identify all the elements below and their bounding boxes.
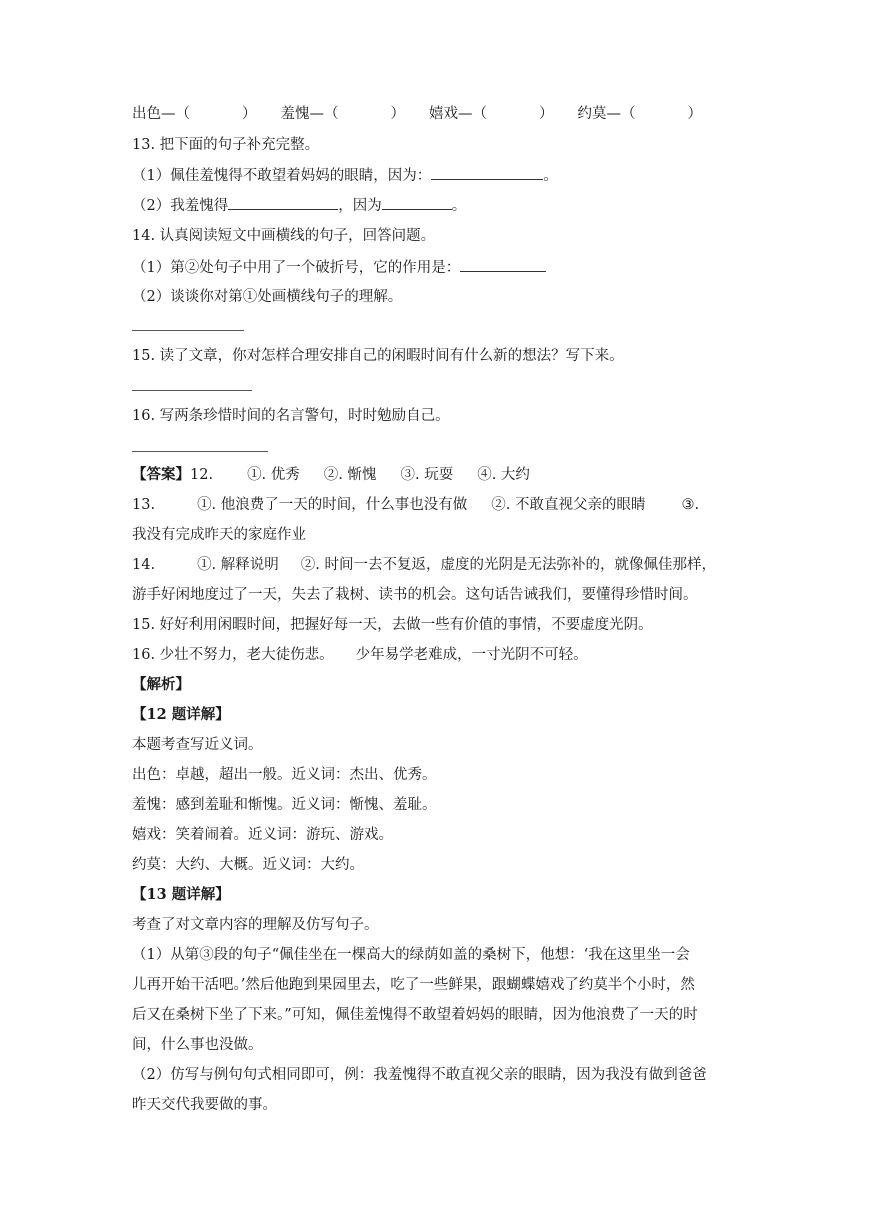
d12-line-4: 约莫：大约、大概。近义词：大约。 [132,857,364,873]
q12-synonym-row: 出色—（ ） 羞愧—（ ） 嬉戏—（ ） 约莫—（ ） [132,106,702,122]
d13-para2-line-1: （2）仿写与例句句式相同即可，例：我羞愧得不敢直视父亲的眼睛，因为我没有做到爸爸 [132,1067,707,1083]
q12-item-2: 羞愧—（ [280,106,339,122]
q14-sentence-1: （1）第②处句子中用了一个破折号，它的作用是： [132,257,546,278]
answer-15: 15. 好好利用闲暇时间，把握好每一天，去做一些有价值的事情，不要虚度光阴。 [132,617,653,633]
q13-blank-3 [382,195,452,210]
d13-para1-line-3: 后又在桑树下坐了下来。”可知，佩佳羞愧得不敢望着妈妈的眼睛，因为他浪费了一天的时 [132,1007,698,1023]
q14-title: 14. 认真阅读短文中画横线的句子，回答问题。 [132,228,436,244]
q13-blank-1 [431,165,543,180]
q12-item-4: 约莫—（ [577,106,636,122]
d13-para1-line-2: 儿再开始干活吧。’然后他跑到果园里去，吃了一些鲜果，跟蝴蝶嬉戏了约莫半个小时，然 [132,977,695,993]
d12-line-2: 羞愧：感到羞耻和惭愧。近义词：惭愧、羞耻。 [132,797,437,813]
q14-answer-line [132,330,244,331]
d13-heading: 【13 题详解】 [132,886,230,903]
answer-12: 【答案】12. ①. 优秀 ②. 惭愧 ③. 玩耍 ④. 大约 [132,466,530,483]
q12-item-1: 出色—（ [132,106,190,122]
d12-line-1: 出色：卓越，超出一般。近义词：杰出、优秀。 [132,767,437,783]
q15-answer-line [132,390,252,391]
q13-sentence-2: （2）我羞愧得 ，因为 。 [132,195,466,216]
d13-para1-line-4: 间，什么事也没做。 [132,1037,263,1053]
d13-para2-line-2: 昨天交代我要做的事。 [132,1097,277,1113]
answer-label: 【答案】 [132,466,190,483]
q14-sentence-2: （2）谈谈你对第①处画横线句子的理解。 [132,289,403,305]
d12-line-3: 嬉戏：笑着闹着。近义词：游玩、游戏。 [132,827,393,843]
answer-14-cont: 游手好闲地度过了一天，失去了栽树、读书的机会。这句话告诫我们，要懂得珍惜时间。 [132,587,698,603]
q13-title: 13. 把下面的句子补充完整。 [132,137,320,153]
answer-13: 13. ①. 他浪费了一天的时间，什么事也没有做 ②. 不敢直视父亲的眼睛 ③. [132,497,700,513]
d13-intro: 考查了对文章内容的理解及仿写句子。 [132,917,379,933]
q15-title: 15. 读了文章，你对怎样合理安排自己的闲暇时间有什么新的想法？写下来。 [132,348,624,364]
answer-13-cont: 我没有完成昨天的家庭作业 [132,527,306,543]
d12-heading: 【12 题详解】 [132,706,230,723]
d12-intro: 本题考查写近义词。 [132,737,263,753]
answer-16: 16. 少壮不努力，老大徒伤悲。 少年易学老难成，一寸光阴不可轻。 [132,647,588,663]
q14-blank-1 [460,257,546,272]
d13-para1-line-1: （1）从第③段的句子“佩佳坐在一棵高大的绿荫如盖的桑树下，他想：‘我在这里坐一会 [132,947,690,963]
q13-sentence-1: （1）佩佳羞愧得不敢望着妈妈的眼睛，因为： 。 [132,165,558,186]
q16-answer-line [132,451,268,452]
q13-blank-2 [228,195,338,210]
q12-item-3: 嬉戏—（ [429,106,487,122]
q16-title: 16. 写两条珍惜时间的名言警句，时时勉励自己。 [132,408,450,424]
answer-14: 14. ①. 解释说明 ②. 时间一去不复返，虚度的光阴是无法弥补的，就像佩佳那样， [132,557,716,573]
analysis-label: 【解析】 [132,676,190,693]
